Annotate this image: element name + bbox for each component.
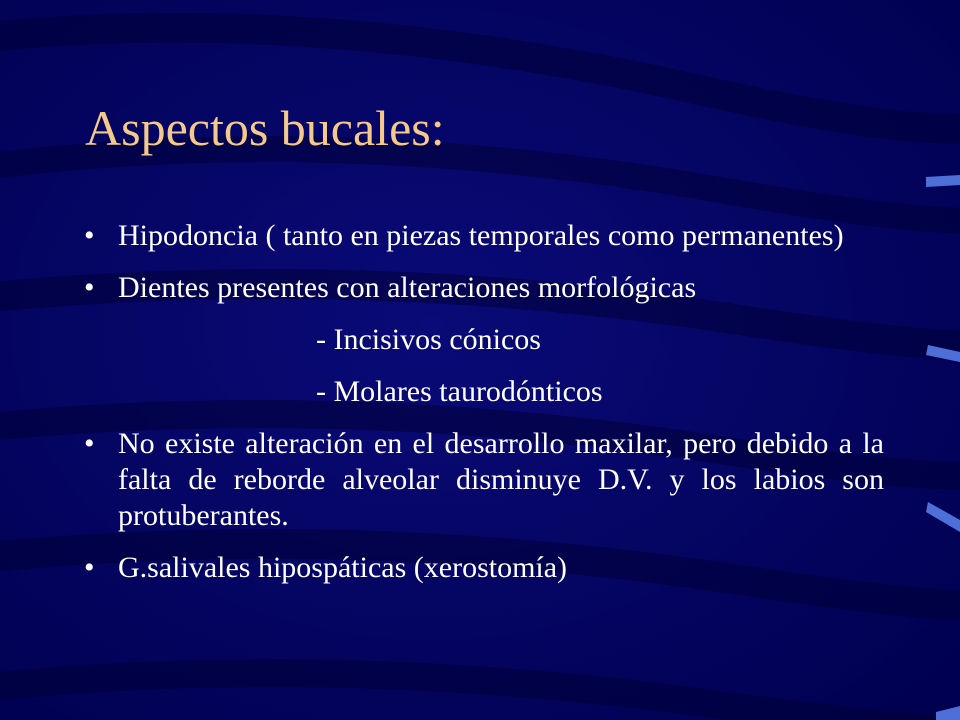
bullet-icon: •	[84, 427, 95, 460]
bullet-item-desarrollo-maxilar	[84, 426, 884, 534]
right-stripe-1	[926, 175, 960, 187]
bullet-text: G.salivales hipospáticas (xerostomía)	[118, 551, 568, 584]
sub-item-text: - Incisivos cónicos	[316, 323, 541, 356]
sub-item-incisivos	[84, 322, 884, 358]
bullet-item-dientes	[84, 270, 884, 306]
sub-item-molares	[84, 374, 884, 410]
bullet-text: Hipodoncia ( tanto en piezas temporales como permanentes)	[118, 219, 844, 252]
bullet-list	[84, 218, 884, 586]
slide-title: Aspectos bucales:	[85, 100, 445, 156]
bullet-text: No existe alteración en el desarrollo maxilar, pero debido a la falta de reborde alveolar disminuye D.V. y los labios son protuberantes.	[118, 427, 884, 532]
sub-item-text: - Molares taurodónticos	[316, 375, 603, 408]
bullet-item-salivales	[84, 550, 884, 586]
bullet-text: Dientes presentes con alteraciones morfológicas	[118, 271, 697, 304]
bullet-icon: •	[84, 551, 95, 584]
bullet-icon: •	[84, 271, 95, 304]
bullet-icon: •	[84, 219, 95, 252]
bullet-item-hipodoncia	[84, 218, 884, 254]
